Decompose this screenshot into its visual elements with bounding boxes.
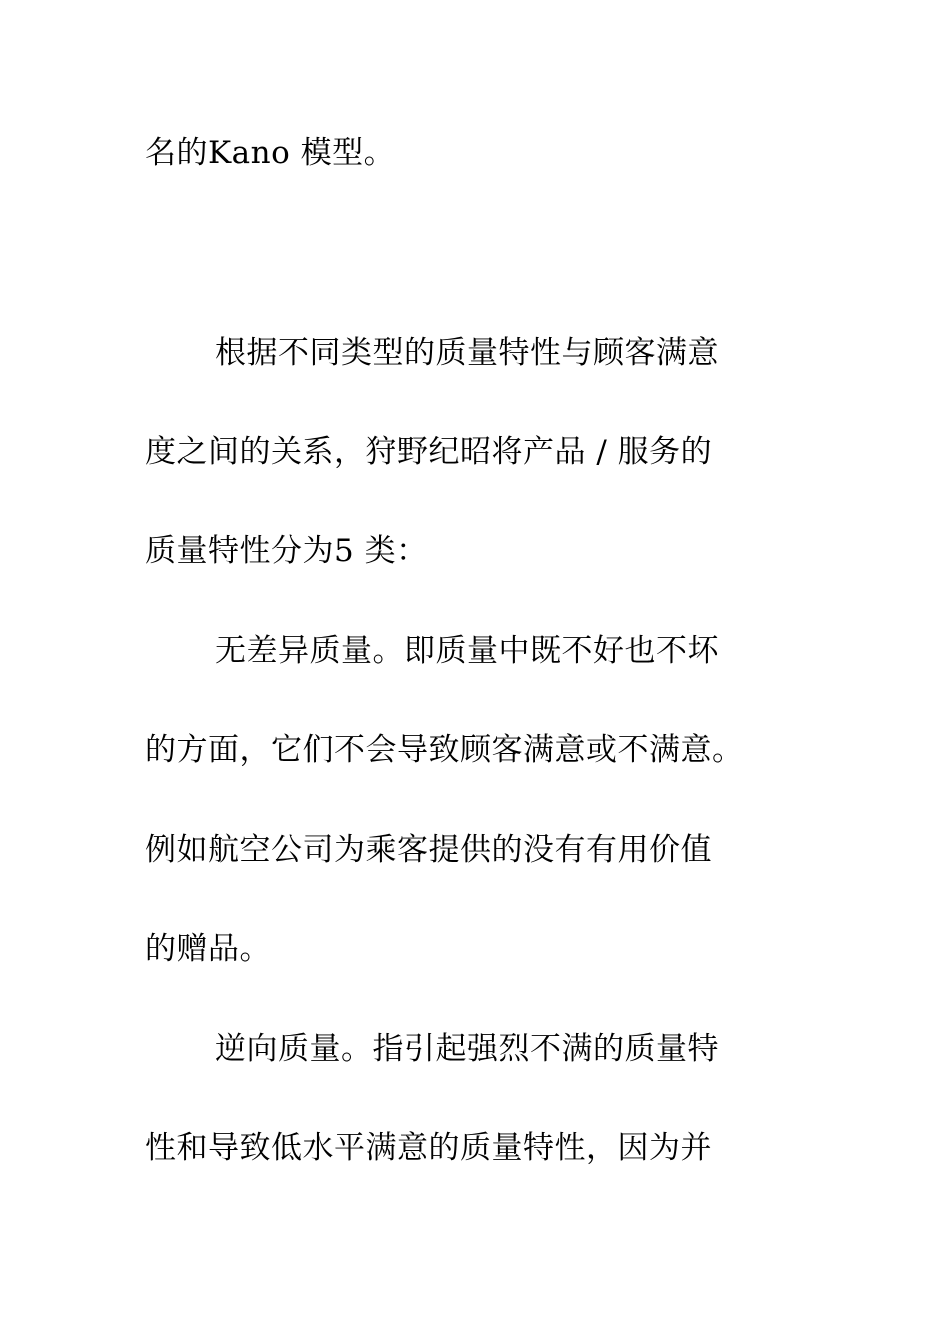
text-line: 质量特性分为5 类： <box>145 533 428 569</box>
paragraph-first-line: 无差异质量。即质量中既不好也不坏 <box>215 633 719 669</box>
text-line: 度之间的关系，狩野纪昭将产品 / 服务的 <box>145 434 713 470</box>
text-line: 例如航空公司为乘客提供的没有有用价值 <box>145 832 712 868</box>
paragraph-first-line: 根据不同类型的质量特性与顾客满意 <box>215 335 719 371</box>
paragraph-first-line: 逆向质量。指引起强烈不满的质量特 <box>215 1031 719 1067</box>
text-line: 性和导致低水平满意的质量特性，因为并 <box>145 1130 712 1166</box>
text-line: 的方面，它们不会导致顾客满意或不满意。 <box>145 732 744 768</box>
text-line: 名的Kano 模型。 <box>145 135 396 171</box>
text-line: 的赠品。 <box>145 931 271 967</box>
